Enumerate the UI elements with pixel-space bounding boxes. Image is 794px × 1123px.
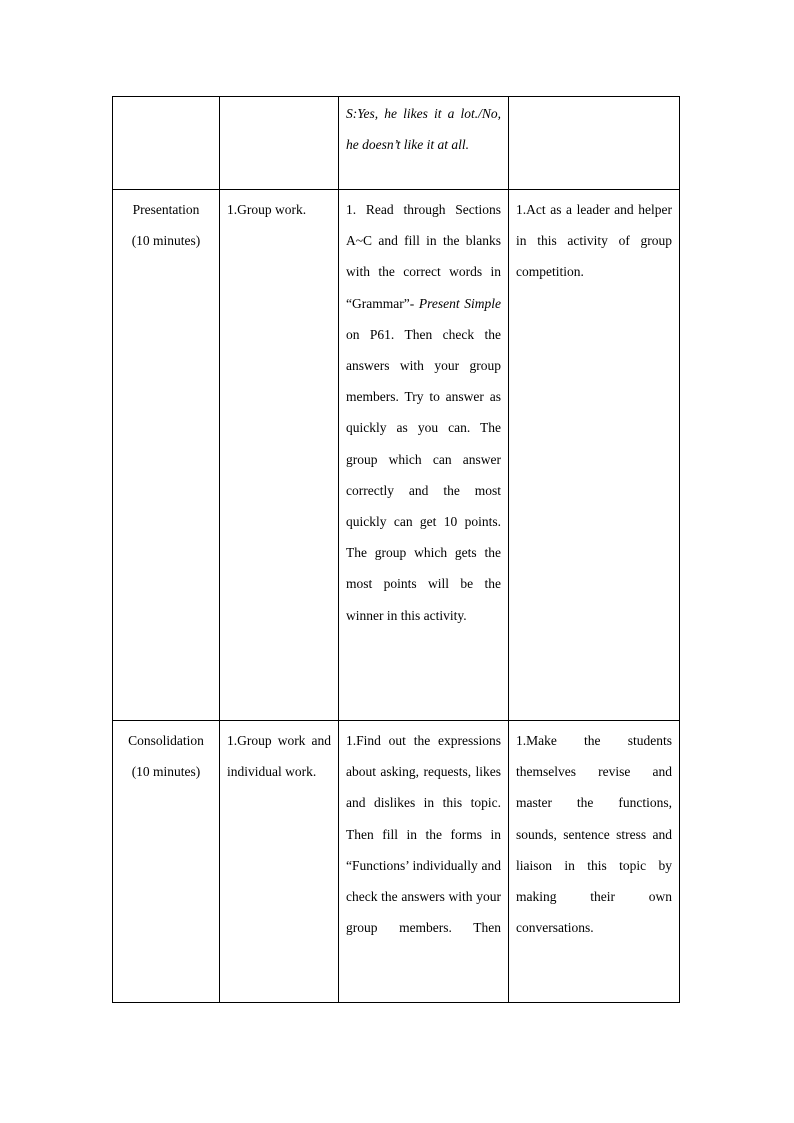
student-cell	[339, 97, 509, 190]
student-text-cont: on P61. Then check the answers with your group members. Try to answer as quickly as you can. The group which can answer correctly and the most quickly can get 10 points. The group which gets the most points will be the winner in this activity.	[346, 326, 501, 623]
student-text-italic: Present Simple	[418, 295, 502, 311]
teacher-text: 1.Act as a leader and helper in this activity of group competition.	[516, 202, 672, 280]
student-text: 1. Read through Sections A~C and fill in the blanks with the correct words in “Grammar”-	[346, 202, 501, 311]
table-row	[113, 190, 680, 721]
table-row	[113, 721, 680, 1003]
activity-cell	[220, 97, 339, 190]
teacher-text: 1.Make the students themselves revise and master the functions, sounds, sentence stress and liaison in this topic by making their own conversations.	[516, 733, 672, 936]
activity-text: 1.Group work.	[227, 202, 307, 217]
lesson-plan-table	[112, 96, 680, 1003]
student-cell	[339, 190, 509, 721]
student-cell	[339, 721, 509, 1003]
activity-cell	[220, 190, 339, 721]
teacher-cell	[509, 97, 680, 190]
stage-cell	[113, 97, 220, 190]
teacher-cell	[509, 721, 680, 1003]
stage-duration: (10 minutes)	[131, 764, 201, 780]
stage-label: Consolidation	[128, 733, 204, 748]
student-text: S:Yes, he likes it a lot./No, he doesn’t like it at all.	[346, 106, 501, 153]
stage-cell	[113, 721, 220, 1003]
table-row	[113, 97, 680, 190]
activity-text: 1.Group work and individual work.	[227, 733, 331, 780]
activity-cell	[220, 721, 339, 1003]
teacher-cell	[509, 190, 680, 721]
stage-label: Presentation	[132, 202, 200, 217]
stage-cell	[113, 190, 220, 721]
student-text: 1.Find out the expressions about asking, requests, likes and dislikes in this topic. Then fill in the forms in “Functions’ individually and check the answers with your group members. Then	[346, 733, 501, 936]
stage-duration: (10 minutes)	[131, 233, 201, 249]
